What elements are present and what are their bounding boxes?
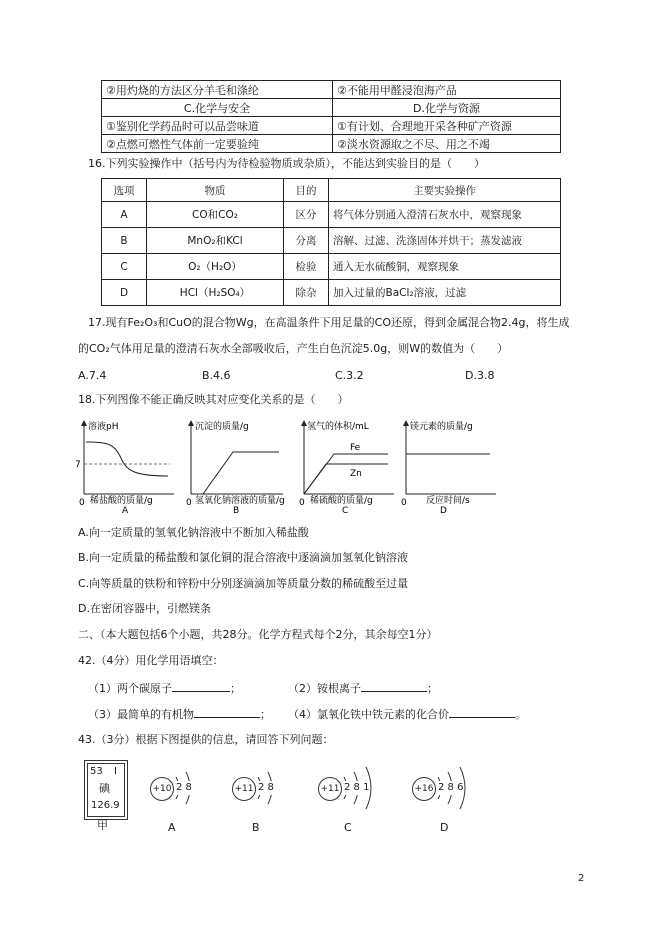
atom-b-letter: B — [252, 821, 260, 834]
q42-end: 。 — [515, 708, 526, 721]
q42-item-3-text: （3）最简单的有机物 — [88, 708, 194, 721]
chart-d-y-arrow — [403, 420, 409, 426]
chart-b-xlabel: 氢氧化钠溶液的质量/g — [195, 496, 285, 506]
section-2-title: 二、（本大题包括6个小题，共28分。化学方程式每个2分，其余每空1分） — [78, 628, 438, 641]
q17-line2: 的CO₂气体用足量的澄清石灰水全部吸收后，产生白色沉淀5.0g，则W的数值为（ ） — [78, 342, 509, 355]
chart-a-origin: 0 — [79, 498, 85, 508]
q42-sep: ； — [230, 682, 241, 695]
atom-c — [318, 765, 388, 834]
q16-substance: HCl（H₂SO₄） — [147, 280, 284, 306]
q15-cell: ①有计划、合理地开采各种矿产资源 — [333, 117, 561, 135]
atom-b-shells: 2 8 — [258, 782, 274, 793]
atom-d — [412, 765, 482, 834]
q16-operation: 通入无水硫酸铜，观察现象 — [329, 254, 561, 280]
q16-purpose: 除杂 — [284, 280, 329, 306]
chart-b-letter: B — [233, 506, 240, 516]
chart-d — [400, 418, 500, 516]
q42-item-3 — [88, 706, 271, 722]
chart-a — [75, 418, 178, 516]
q17-option-b: B.4.6 — [202, 369, 231, 382]
q16-option: C — [102, 254, 147, 280]
q16-purpose: 分离 — [284, 228, 329, 254]
q42-item-1 — [88, 680, 241, 696]
element-symbol: I — [114, 766, 117, 777]
q16-header: 选项 — [102, 179, 147, 202]
chart-c-letter: C — [342, 506, 349, 516]
q42-sep: ； — [260, 708, 271, 721]
atom-a-shells: 2 8 — [176, 782, 192, 793]
q16-operation: 溶解、过滤、洗涤固体并烘干；蒸发滤液 — [329, 228, 561, 254]
q16-purpose: 区分 — [284, 202, 329, 228]
atom-a — [150, 765, 210, 834]
chart-c-origin: 0 — [299, 498, 305, 508]
q42-item-2 — [288, 680, 438, 696]
atom-a-nucleus: +10 — [150, 777, 174, 801]
chart-a-xlabel: 稀盐酸的质量/g — [90, 496, 153, 506]
q42-item-1-text: （1）两个碳原子 — [88, 682, 172, 695]
chart-c — [298, 418, 398, 516]
q18-option-c: C.向等质量的铁粉和锌粉中分别逐滴滴加等质量分数的稀硫酸至过量 — [78, 577, 409, 590]
q15-cell: ②不能用甲醛浸泡海产品 — [333, 81, 561, 99]
q15-header: D.化学与资源 — [333, 99, 561, 117]
chart-a-letter: A — [122, 506, 129, 516]
chart-a-curve — [86, 442, 168, 476]
element-card-iodine — [84, 760, 128, 820]
q18-option-d: D.在密闭容器中，引燃镁条 — [78, 602, 211, 615]
chart-c-fe-line — [304, 454, 388, 494]
q15-cell: ①鉴别化学药品时可以品尝味道 — [102, 117, 333, 135]
q16-option: B — [102, 228, 147, 254]
q18-stem: 18.下列图像不能正确反映其对应变化关系的是（ ） — [78, 393, 349, 406]
q16-table — [101, 178, 561, 306]
q16-header: 目的 — [284, 179, 329, 202]
q16-purpose: 检验 — [284, 254, 329, 280]
chart-c-ylabel: 氢气的体积/mL — [307, 422, 369, 432]
chart-d-ylabel: 镁元素的质量/g — [410, 422, 473, 432]
q42-item-4-text: （4）氯氧化铁中铁元素的化合价 — [288, 708, 449, 721]
answer-blank-2[interactable] — [361, 680, 427, 692]
q16-header: 主要实验操作 — [329, 179, 561, 202]
q15-table — [101, 80, 561, 153]
chart-a-tick-7: 7 — [75, 460, 81, 470]
chart-c-zn-line — [304, 464, 388, 494]
element-mass: 126.9 — [91, 800, 120, 811]
q16-substance: O₂（H₂O） — [147, 254, 284, 280]
atom-c-shells: 2 8 1 — [344, 782, 370, 793]
atom-b-nucleus: +11 — [232, 777, 256, 801]
q16-option: A — [102, 202, 147, 228]
chart-c-zn-label: Zn — [350, 469, 362, 479]
q43-stem: 43.（3分）根据下图提供的信息，请回答下列问题： — [78, 733, 334, 746]
q17-option-c: C.3.2 — [335, 369, 364, 382]
chart-b — [185, 418, 290, 516]
chart-d-origin: 0 — [401, 498, 407, 508]
q16-stem: 16.下列实验操作中（括号内为待检验物质或杂质），不能达到实验目的是（ ） — [88, 157, 485, 170]
chart-b-curve — [191, 452, 279, 494]
chart-d-xlabel: 反应时间/s — [426, 496, 470, 506]
q16-substance: MnO₂和KCl — [147, 228, 284, 254]
q16-operation: 加入过量的BaCl₂溶液，过滤 — [329, 280, 561, 306]
q18-option-a: A.向一定质量的氢氧化钠溶液中不断加入稀盐酸 — [78, 526, 309, 539]
element-card-inner — [87, 763, 125, 817]
q17-option-d: D.3.8 — [465, 369, 495, 382]
answer-blank-3[interactable] — [194, 706, 260, 718]
q16-operation: 将气体分别通入澄清石灰水中，观察现象 — [329, 202, 561, 228]
atom-d-letter: D — [440, 821, 449, 834]
atom-b — [232, 765, 292, 834]
chart-d-letter: D — [440, 506, 447, 516]
q17-line1: 17.现有Fe₂O₃和CuO的混合物Wg，在高温条件下用足量的CO还原，得到金属混合物2.4g，将生成 — [88, 316, 570, 329]
q17-option-a: A.7.4 — [78, 369, 107, 382]
atom-d-shells: 2 8 6 — [438, 782, 464, 793]
q16-header: 物质 — [147, 179, 284, 202]
page-number: 2 — [578, 873, 585, 884]
q16-substance: CO和CO₂ — [147, 202, 284, 228]
q18-option-b: B.向一定质量的稀盐酸和氯化铜的混合溶液中逐滴滴加氢氧化钠溶液 — [78, 551, 409, 564]
atom-c-letter: C — [344, 821, 352, 834]
q15-header: C.化学与安全 — [102, 99, 333, 117]
chart-c-fe-label: Fe — [350, 443, 361, 453]
q15-cell: ②用灼烧的方法区分羊毛和涤纶 — [102, 81, 333, 99]
element-caption: 甲 — [97, 819, 108, 832]
answer-blank-4[interactable] — [449, 706, 515, 718]
atom-c-nucleus: +11 — [318, 777, 342, 801]
atom-a-letter: A — [168, 821, 176, 834]
q15-cell: ②淡水资源取之不尽、用之不竭 — [333, 135, 561, 153]
q42-stem: 42.（4分）用化学用语填空： — [78, 654, 224, 667]
chart-b-origin: 0 — [186, 498, 192, 508]
element-atomic-number: 53 — [90, 766, 103, 777]
element-name: 碘 — [99, 782, 110, 795]
chart-b-y-arrow — [188, 420, 194, 426]
answer-blank-1[interactable] — [172, 680, 230, 692]
q16-option: D — [102, 280, 147, 306]
chart-b-ylabel: 沉淀的质量/g — [195, 422, 249, 432]
q42-sep: ； — [427, 682, 438, 695]
chart-c-xlabel: 稀硫酸的质量/g — [310, 496, 373, 506]
q42-item-4 — [288, 706, 526, 722]
q15-cell: ②点燃可燃性气体前一定要验纯 — [102, 135, 333, 153]
q42-item-2-text: （2）铵根离子 — [288, 682, 361, 695]
chart-a-ylabel: 溶液pH — [88, 422, 119, 432]
chart-a-y-arrow — [81, 420, 87, 426]
atom-d-nucleus: +16 — [412, 777, 436, 801]
